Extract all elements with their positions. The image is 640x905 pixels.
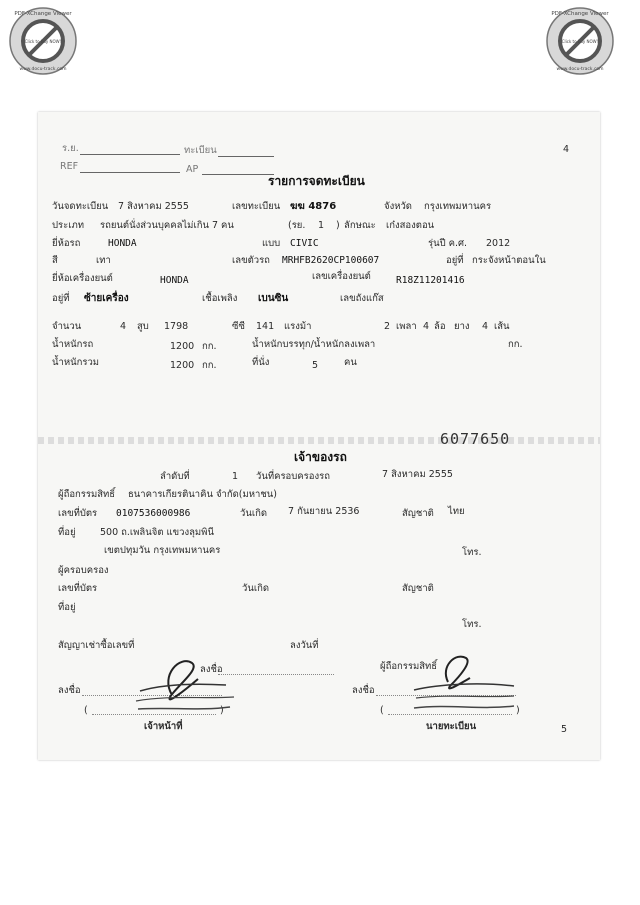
paren-open-right: ( <box>380 705 384 716</box>
brand-value: HONDA <box>108 238 137 249</box>
ry-label: (รย. <box>288 220 306 231</box>
seq-label: ลำดับที่ <box>160 471 190 482</box>
holder-nat-label: สัญชาติ <box>402 583 434 594</box>
paren-close-right: ) <box>516 705 520 716</box>
year-label: รุ่นปี ค.ศ. <box>428 238 468 249</box>
watermark-stamp-right[interactable] <box>545 6 615 76</box>
nat-value: ไทย <box>448 506 465 517</box>
lease-date-label: ลงวันที่ <box>290 640 319 651</box>
axle-label: เพลา <box>396 321 417 332</box>
weight-value: 1200 <box>170 341 195 352</box>
watermark-text-2: Click to buy NOW! <box>24 39 62 44</box>
officer-label: เจ้าหน้าที่ <box>144 721 183 732</box>
cc-value: 1798 <box>164 321 189 332</box>
chassis-loc-value: กระจังหน้าตอนใน <box>472 255 546 266</box>
owner-sign-label: ผู้ถือกรรมสิทธิ์ <box>380 661 438 672</box>
registrar-label: นายทะเบียน <box>426 721 477 732</box>
owner-title: เจ้าของรถ <box>294 450 347 464</box>
addr-label: ที่อยู่ <box>58 527 76 538</box>
watermark-stamp-left[interactable] <box>8 6 78 76</box>
reg-date-label: วันจดทะเบียน <box>52 201 109 212</box>
holder-addr-label: ที่อยู่ <box>58 602 76 613</box>
holder-label: ผู้ครอบครอง <box>58 565 109 576</box>
paren-open-left: ( <box>84 705 88 716</box>
holder-id-label: เลขที่บัตร <box>58 583 98 594</box>
fuel-value: เบนซิน <box>258 293 289 304</box>
header-label-tm: ร.ย. <box>62 143 79 154</box>
addr-value-1: 500 ถ.เพลินจิต แขวงลุมพินี <box>100 527 214 538</box>
engine-no-value: R18Z11201416 <box>396 275 465 286</box>
id-value: 0107536000986 <box>116 508 191 519</box>
sign-label-left: ลงชื่อ <box>58 685 81 696</box>
cc-label: ซีซี <box>232 321 245 332</box>
character-label: ลักษณะ <box>344 220 376 231</box>
registrar-signature <box>410 652 520 712</box>
engine-brand-value: HONDA <box>160 275 189 286</box>
gas-label: เลขถังแก๊ส <box>340 293 384 304</box>
own-date-label: วันที่ครอบครองรถ <box>256 471 330 482</box>
lease-label: สัญญาเช่าซื้อเลขที่ <box>58 640 135 651</box>
gross-unit: กก. <box>202 360 217 371</box>
seat-value: 5 <box>312 360 319 371</box>
engine-loc-value: ซ้ายเครื่อง <box>84 293 129 304</box>
reg-date-value: 7 สิงหาคม 2555 <box>118 201 189 212</box>
seat-label: ที่นั่ง <box>252 357 270 368</box>
nat-label: สัญชาติ <box>402 508 434 519</box>
fuel-label: เชื้อเพลิง <box>202 293 238 304</box>
watermark-text-1: PDF-XChange Viewer <box>551 11 609 17</box>
header-label-ref: REF <box>60 161 79 172</box>
load-unit: กก. <box>508 339 523 350</box>
watermark-text-2: Click to buy NOW! <box>561 39 599 44</box>
engine-brand-label: ยี่ห้อเครื่องยนต์ <box>52 273 113 284</box>
wheel-value: 4 <box>423 321 430 332</box>
watermark-text-3: www.docu-track.com <box>19 67 67 72</box>
plate-value: ฆฆ 4876 <box>290 201 337 212</box>
chassis-loc-label: อยู่ที่ <box>446 255 464 266</box>
seat-unit: คน <box>344 357 357 368</box>
sign-name-label: ลงชื่อ <box>200 664 223 675</box>
color-value: เทา <box>96 255 111 266</box>
tel-label: โทร. <box>462 547 482 558</box>
cyl-value: 4 <box>120 321 127 332</box>
header-label-pub: ทะเบียน <box>184 145 217 156</box>
ry-value: 1 <box>318 220 325 231</box>
seq-value: 1 <box>232 471 239 482</box>
engine-no-label: เลขเครื่องยนต์ <box>312 271 371 282</box>
province-label: จังหวัด <box>384 201 412 212</box>
type-value: รถยนต์นั่งส่วนบุคคลไม่เกิน 7 คน <box>100 220 234 231</box>
count-label: จำนวน <box>52 321 82 332</box>
model-value: CIVIC <box>290 238 319 249</box>
tire-value: 4 <box>482 321 489 332</box>
id-label: เลขที่บัตร <box>58 508 98 519</box>
dob-value: 7 กันยายน 2536 <box>288 506 360 517</box>
owner-label: ผู้ถือกรรมสิทธิ์ <box>58 489 116 500</box>
chassis-label: เลขตัวรถ <box>232 255 270 266</box>
province-value: กรุงเทพมหานคร <box>424 201 492 212</box>
holder-dob-label: วันเกิด <box>242 583 269 594</box>
gross-label: น้ำหนักรวม <box>52 357 100 368</box>
plate-label: เลขทะเบียน <box>232 201 281 212</box>
gross-value: 1200 <box>170 360 195 371</box>
sign-label-right: ลงชื่อ <box>352 685 375 696</box>
fold-line <box>38 437 600 444</box>
own-date-value: 7 สิงหาคม 2555 <box>382 469 453 480</box>
cyl-label: สูบ <box>137 321 149 332</box>
weight-label: น้ำหนักรถ <box>52 339 94 350</box>
year-value: 2012 <box>486 238 511 249</box>
type-label: ประเภท <box>52 220 85 231</box>
registration-title: รายการจดทะเบียน <box>268 174 365 188</box>
tire-label: ยาง <box>454 321 470 332</box>
page-number-bottom: 5 <box>561 724 568 735</box>
watermark-text-3: www.docu-track.com <box>556 67 604 72</box>
tire-unit: เส้น <box>494 321 510 332</box>
owner-value: ธนาคารเกียรตินาคิน จำกัด(มหาชน) <box>128 489 277 500</box>
page-number-top: 4 <box>563 144 570 155</box>
load-label: น้ำหนักบรรทุก/น้ำหนักลงเพลา <box>252 339 376 350</box>
ry-close: ) <box>336 220 340 231</box>
paren-close-left: ) <box>220 705 224 716</box>
brand-label: ยี่ห้อรถ <box>52 238 81 249</box>
character-value: เก๋งสองตอน <box>386 220 435 231</box>
wheel-label: ล้อ <box>434 321 446 332</box>
addr-value-2: เขตปทุมวัน กรุงเทพมหานคร <box>104 545 221 556</box>
axle-value: 2 <box>384 321 391 332</box>
header-label-ap: AP <box>186 164 199 175</box>
weight-unit: กก. <box>202 341 217 352</box>
color-label: สี <box>52 255 58 266</box>
chassis-value: MRHFB2620CP100607 <box>282 255 380 266</box>
engine-loc-label: อยู่ที่ <box>52 293 70 304</box>
hp-value: 141 <box>256 321 275 332</box>
serial-number: 6077650 <box>440 430 511 448</box>
holder-tel-label: โทร. <box>462 619 482 630</box>
watermark-text-1: PDF-XChange Viewer <box>14 11 72 17</box>
officer-signature <box>130 655 240 715</box>
dob-label: วันเกิด <box>240 508 267 519</box>
model-label: แบบ <box>262 238 281 249</box>
hp-label: แรงม้า <box>284 321 312 332</box>
